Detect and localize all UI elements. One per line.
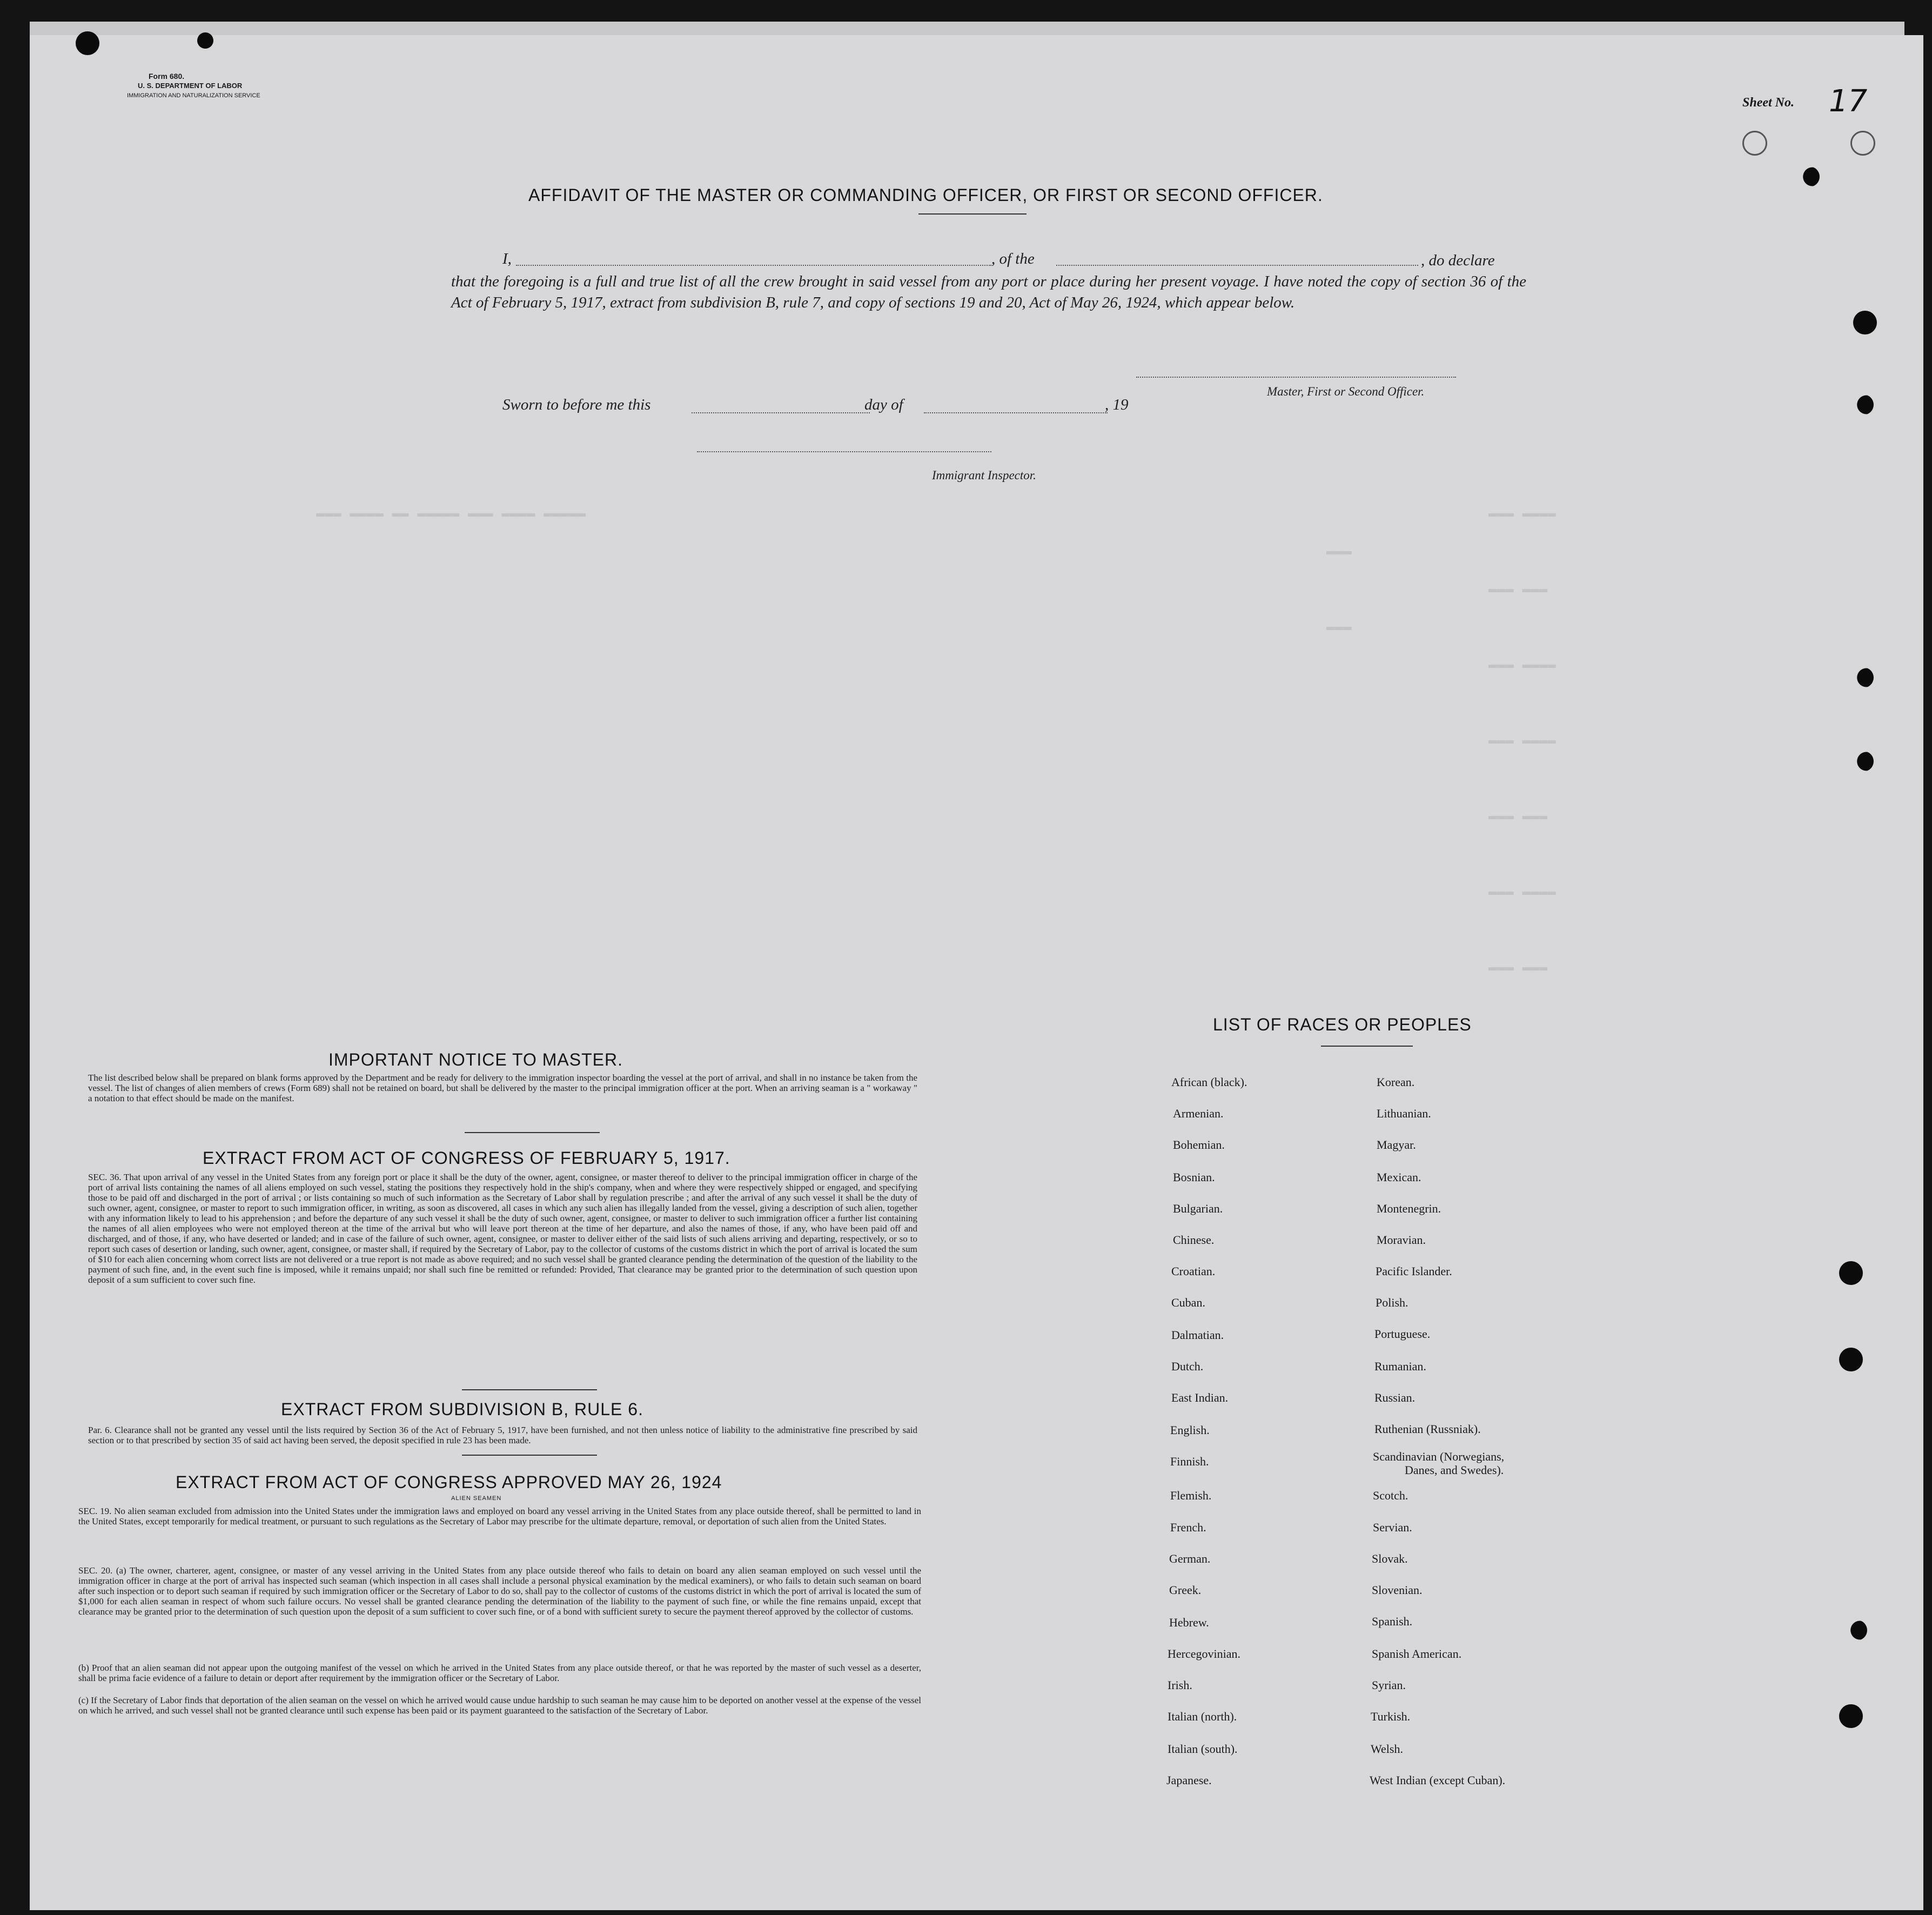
day-of-label: day of <box>864 396 903 413</box>
punch-hole <box>1853 667 1874 688</box>
extract-1917-title: EXTRACT FROM ACT OF CONGRESS OF FEBRUARY 5, 1917. <box>203 1148 730 1168</box>
extract-1924-title: EXTRACT FROM ACT OF CONGRESS APPROVED MAY 26, 1924 <box>176 1472 722 1492</box>
master-signature-label: Master, First or Second Officer. <box>1267 385 1425 398</box>
race-item: Cuban. <box>1171 1296 1205 1309</box>
rule6-title: EXTRACT FROM SUBDIVISION B, RULE 6. <box>281 1400 643 1419</box>
punch-hole <box>1839 1704 1863 1728</box>
race-item: Turkish. <box>1371 1710 1411 1723</box>
punch-hole <box>1799 166 1820 187</box>
race-item: Mexican. <box>1377 1170 1421 1184</box>
race-item: Syrian. <box>1372 1678 1406 1692</box>
sworn-label: Sworn to before me this <box>502 396 651 413</box>
race-item: Spanish American. <box>1372 1647 1462 1660</box>
race-item: Spanish. <box>1372 1615 1413 1628</box>
race-item: Dutch. <box>1171 1360 1204 1373</box>
race-item: Italian (north). <box>1168 1710 1237 1723</box>
race-item: Armenian. <box>1173 1107 1224 1120</box>
race-item: Hercegovinian. <box>1168 1647 1240 1660</box>
rule6-rule <box>462 1455 597 1456</box>
affidavit-of-the: , of the <box>991 250 1035 267</box>
race-item: Japanese. <box>1166 1773 1212 1787</box>
race-item: Slovenian. <box>1372 1583 1423 1597</box>
punch-hole <box>197 32 213 49</box>
race-item: Servian. <box>1373 1521 1412 1534</box>
extract-1917-rule <box>462 1389 597 1390</box>
punch-hole <box>1839 1261 1863 1285</box>
punch-hole <box>1853 394 1874 415</box>
affidavit-i: I, <box>502 250 512 267</box>
master-signature-line <box>1136 377 1456 378</box>
month-blank <box>924 412 1108 413</box>
day-blank <box>692 412 870 413</box>
sheet-label: Sheet No. <box>1742 96 1794 110</box>
affidavit-body: that the foregoing is a full and true list of all the crew brought in said vessel from any port or place during her present voyage. I have noted the copy of section 36 of the Act of February 5, 1917, extract from subdivision B, rule 7, and copy of sections 19 and 20, Act of May 26, 1924, which appear below. <box>451 273 1526 311</box>
inspector-signature-line <box>697 451 991 452</box>
race-item: Korean. <box>1377 1075 1415 1089</box>
sec20a-body: SEC. 20. (a) The owner, charterer, agent, consignee, or master of any vessel arriving in the United States from any place outside thereof who fails to detain on board any alien seaman employed on such vessel until the immigration officer in charge at the port of arrival has inspected such seaman (which inspection in all cases shall include a personal physical examination by the medical examiners), or who fails to detain such seaman on board after such inspection or to deport such seaman if required by such immigration officer or the Secretary of Labor to do so, shall pay to the collector of customs of the customs district in which the port of arrival is located the sum of $1,000 for each alien seaman in respect of whom such failure occurs. No vessel shall be granted clearance pending the determination of the liability to the payment of such fine, or while the fine remains unpaid, except that clearance may be granted prior to the determination of such question upon the deposit of a sum sufficient to cover such fine, or of a bond with sufficient surety to secure the payment thereof approved by the collector of customs. <box>78 1565 921 1617</box>
notice-body: The list described below shall be prepared on blank forms approved by the Department and be ready for delivery to the immigration inspector boarding the vessel at the port of arrival, and shall in no instance be taken from the vessel. The list of changes of alien members of crews (Form 689) shall not be retained on board, but shall be delivered by the master to the principal immigration officer at the port. When an arriving seaman is a " workaway " a notation to that effect should be made on the manifest. <box>88 1073 917 1103</box>
race-item: African (black). <box>1171 1075 1247 1089</box>
race-item: Hebrew. <box>1169 1616 1209 1629</box>
race-item: Croatian. <box>1171 1264 1216 1278</box>
punch-hole <box>76 31 99 55</box>
race-item: Bulgarian. <box>1173 1202 1223 1215</box>
sec19-body: SEC. 19. No alien seaman excluded from admission into the United States under the immigration laws and employed on board any vessel arriving in the United States from any place outside thereof, shall be permitted to land in the United States, except temporarily for medical treatment, or pursuant to such regulations as the Secretary of Labor may prescribe for the ultimate departure, removal, or deportation of such alien from the United States. <box>78 1506 921 1526</box>
extract-1924-subtitle: ALIEN SEAMEN <box>451 1495 502 1502</box>
title-rule <box>918 213 1027 215</box>
race-item: English. <box>1170 1423 1210 1437</box>
race-item: Irish. <box>1168 1678 1192 1692</box>
race-item: Bohemian. <box>1173 1138 1225 1151</box>
form-number: Form 680. <box>149 72 185 81</box>
document-page: ▬▬▬ ▬▬▬▬ ▬▬ ▬▬▬▬▬ ▬▬▬ ▬▬▬▬ ▬▬▬▬▬ ▬▬▬ ▬▬▬▬ ▬▬▬ ▬▬▬ ▬▬▬ ▬▬▬ ▬▬▬ ▬▬▬▬ ▬▬▬ ▬▬▬▬ ▬▬▬ ▬▬▬ ▬▬▬ ▬▬▬▬ ▬▬▬ ▬▬▬ Form 680. U. S. DEPARTMENT OF LABOR IMMIGRATION AND NATURALIZATION SERVICE Sheet No. 17 AFFIDAVIT OF THE MASTER OR COMMANDING OFFICER, OR FIRST OR SECOND OFFICER. I, , of the , do declare that the foregoing is a full and true list of all the crew brought in said vessel from any port or place during her present voyage. I have noted the copy of section 36 of the Act of February 5, 1917, extract from subdivision B, rule 7, and copy of sections 19 and 20, Act of May 26, 1924, which appear below. Master, First or Second Officer. Sworn to before me this day of , 19 Immigrant Inspector. IMPORTANT NOTICE TO MASTER. The list described below shall be prepared on blank forms approved by the Department and be ready for delivery to the immigration inspector boarding the vessel at the port of arrival, and shall in no instance be taken from the vessel. The list of changes of alien members of crews (Form 689) shall not be retained on board, but shall be delivered by the master to the principal immigration officer at the port. When an arriving seaman is a " workaway " a notation to that effect should be made on the manifest. EXTRACT FROM ACT OF CONGRESS OF FEBRUARY 5, 1917. SEC. 36. That upon arrival of any vessel in the United States from any foreign port or place it shall be the duty of the owner, agent, consignee, or master thereof to deliver to the principal immigration officer in charge of the port of arrival lists containing the names of all aliens employed on such vessel, stating the positions they respectively hold in the ship's company, when and where they were respectively shipped or engaged, and specifying those to be paid off and discharged in the port of arrival ; or lists containing so much of such information as the Secretary of Labor shall by regulation prescribe ; and after the arrival of any such vessel it shall be the duty of such owner, agent, consignee, or master to report to such immigration officer, in writing, as soon as discovered, all cases in which any such alien has illegally landed from the vessel, giving a description of such alien, together with any information likely to lead to his apprehension ; and before the departure of any such vessel it shall be the duty of such owner, agent, consignee, or master to deliver to such immigration officer a further list containing the names of all alien employees who were not employed thereon at the time of the arrival but who will leave port thereon at the time of her departure, and also the names of those, if any, who have been paid off and discharged, and of those, if any, who have deserted or landed; and in case of the failure of such owner, agent, consignee, or master to deliver either of the said lists of such aliens arriving and departing, respectively, or so to report such cases of desertion or landing, such owner, agent, consignee, or master shall, if required by the Secretary of Labor, pay to the collector of customs of the customs district in which the port of arrival is located the sum of $10 for each alien concerning whom correct lists are not delivered or a true report is not made as above required; and no such vessel shall be granted clearance pending the determination of the question of the liability to the payment of such fine, and, in the event such fine is imposed, while it remains unpaid; nor shall such fine be remitted or refunded: Provided, That clearance may be granted prior to the determination of such question upon deposit of a sum sufficient to cover such fine. EXTRACT FROM SUBDIVISION B, RULE 6. Par. 6. Clearance shall not be granted any vessel until the lists required by Section 36 of the Act of February 5, 1917, have been furnished, and not then unless notice of liability to the administrative fine prescribed by said section or to that prescribed by section 35 of said act having been served, the deposit specified in rule 23 has been made. EXTRACT FROM ACT OF CONGRESS APPROVED MAY 26, 1924 ALIEN SEAMEN SEC. 19. No alien seaman excluded from admission into the United States under the immigration laws and employed on board any vessel arriving in the United States from any place outside thereof, shall be permitted to land in the United States, except temporarily for medical treatment, or pursuant to such regulations as the Secretary of Labor may prescribe for the ultimate departure, removal, or deportation of such alien from the United States. SEC. 20. (a) The owner, charterer, agent, consignee, or master of any vessel arriving in the United States from any place outside thereof who fails to detain on board any alien seaman employed on such vessel until the immigration officer in charge at the port of arrival has inspected such seaman (which inspection in all cases shall include a personal physical examination by the medical examiners), or who fails to detain such seaman on board after such inspection or to deport such seaman if required by such immigration officer or the Secretary of Labor to do so, shall pay to the collector of customs of the customs district in which the port of arrival is located the sum of $1,000 for each alien seaman in respect of whom such failure occurs. No vessel shall be granted clearance pending the determination of the liability to the payment of such fine, or while the fine remains unpaid, except that clearance may be granted prior to the determination of such question upon the deposit of a sum sufficient to cover such fine, or of a bond with sufficient surety to secure the payment thereof approved by the collector of customs. (b) Proof that an alien seaman did not appear upon the outgoing manifest of the vessel on which he arrived in the United States from any place outside thereof, or that he was reported by the master of such vessel as a deserter, shall be prima facie evidence of a failure to detain or deport after requirement by the immigration officer or the Secretary of Labor. (c) If the Secretary of Labor finds that deportation of the alien seaman on the vessel on which he arrived would cause undue hardship to such seaman he may cause him to be deported on another vessel at the expense of the vessel on which he arrived, and such vessel shall not be granted clearance until such expense has been paid or its payment guaranteed to the satisfaction of the Secretary of Labor. LIST OF RACES OR PEOPLES African (black). Armenian. Bohemian. Bosnian. Bulgarian. Chinese. Croatian. Cuban. Dalmatian. Dutch. East Indian. English. Finnish. Flemish. French. German. Greek. Hebrew. Hercegovinian. Irish. Italian (north). Italian (south). Japanese. Korean. Lithuanian. Magyar. Mexican. Montenegrin. Moravian. Pacific Islander. Polish. Portuguese. Rumanian. Russian. Ruthenian (Russniak). Scandinavian (Norwegians, Danes, and Swedes). Scotch. Servian. Slovak. Slovenian. Spanish. Spanish American. Syrian. Turkish. Welsh. West Indian (except Cuban). <box>30 35 1923 1910</box>
race-item: Dalmatian. <box>1171 1328 1224 1342</box>
race-item: West Indian (except Cuban). <box>1370 1773 1506 1787</box>
vessel-blank <box>1056 265 1418 266</box>
race-item: Moravian. <box>1377 1233 1426 1247</box>
punch-hole <box>1853 751 1874 772</box>
page-top-edge <box>30 22 1904 37</box>
race-item: Scandinavian (Norwegians, <box>1373 1450 1505 1463</box>
affidavit-title: AFFIDAVIT OF THE MASTER OR COMMANDING OFFICER, OR FIRST OR SECOND OFFICER. <box>528 185 1323 205</box>
race-item: Finnish. <box>1170 1455 1209 1468</box>
race-item: Russian. <box>1374 1391 1416 1404</box>
inspector-label: Immigrant Inspector. <box>932 468 1036 482</box>
rule6-body: Par. 6. Clearance shall not be granted any vessel until the lists required by Section 36 of the Act of February 5, 1917, have been furnished, and not then unless notice of liability to the administrative fine prescribed by said section or to that prescribed by section 35 of said act having been served, the deposit specified in rule 23 has been made. <box>88 1425 917 1445</box>
race-item: Italian (south). <box>1168 1742 1238 1756</box>
service-name: IMMIGRATION AND NATURALIZATION SERVICE <box>127 92 260 99</box>
race-item-continuation: Danes, and Swedes). <box>1405 1463 1504 1477</box>
race-item: Montenegrin. <box>1377 1202 1441 1215</box>
race-item: Chinese. <box>1173 1233 1215 1247</box>
race-item: Greek. <box>1169 1583 1202 1597</box>
punch-hole <box>1847 1620 1867 1641</box>
department-name: U. S. DEPARTMENT OF LABOR <box>138 82 243 90</box>
race-item: Flemish. <box>1170 1489 1212 1502</box>
race-item: Bosnian. <box>1173 1170 1215 1184</box>
sheet-number: 17 <box>1829 84 1868 119</box>
race-item: Ruthenian (Russniak). <box>1374 1422 1481 1436</box>
affidavit-declare: , do declare <box>1421 252 1495 269</box>
race-item: Polish. <box>1376 1296 1408 1309</box>
race-item: Pacific Islander. <box>1376 1264 1452 1278</box>
race-item: Portuguese. <box>1374 1327 1431 1341</box>
race-item: French. <box>1170 1521 1206 1534</box>
notice-rule <box>465 1132 600 1133</box>
race-item: Slovak. <box>1372 1552 1408 1565</box>
race-item: Rumanian. <box>1374 1360 1426 1373</box>
race-item: Scotch. <box>1373 1489 1408 1502</box>
extract-1917-body: SEC. 36. That upon arrival of any vessel in the United States from any foreign port or place it shall be the duty of the owner, agent, consignee, or master thereof to deliver to the principal immigration officer in charge of the port of arrival lists containing the names of all aliens employed on such vessel, stating the positions they respectively hold in the ship's company, when and where they were respectively shipped or engaged, and specifying those to be paid off and discharged in the port of arrival ; or lists containing so much of such information as the Secretary of Labor shall by regulation prescribe ; and after the arrival of any such vessel it shall be the duty of such owner, agent, consignee, or master to report to such immigration officer, in writing, as soon as discovered, all cases in which any such alien has illegally landed from the vessel, giving a description of such alien, together with any information likely to lead to his apprehension ; and before the departure of any such vessel it shall be the duty of such owner, agent, consignee, or master to deliver to such immigration officer a further list containing the names of all alien employees who were not employed thereon at the time of the arrival but who will leave port thereon at the time of her departure, and also the names of those, if any, who have been paid off and discharged, and of those, if any, who have deserted or landed; and in case of the failure of such owner, agent, consignee, or master to deliver either of the said lists of such aliens arriving and departing, respectively, or so to report such cases of desertion or landing, such owner, agent, consignee, or master shall, if required by the Secretary of Labor, pay to the collector of customs of the customs district in which the port of arrival is located the sum of $10 for each alien concerning whom correct lists are not delivered or a true report is not made as above required; and no such vessel shall be granted clearance pending the determination of the question of the liability to the payment of such fine, and, in the event such fine is imposed, while it remains unpaid; nor shall such fine be remitted or refunded: Provided, That clearance may be granted prior to the determination of such question upon deposit of a sum sufficient to cover such fine. <box>88 1172 917 1285</box>
races-title: LIST OF RACES OR PEOPLES <box>1213 1015 1472 1034</box>
race-item: German. <box>1169 1552 1211 1565</box>
punch-hole <box>1853 311 1877 334</box>
name-blank <box>516 265 991 266</box>
race-item: Welsh. <box>1371 1742 1403 1756</box>
sec20c-body: (c) If the Secretary of Labor finds that deportation of the alien seaman on the vessel on which he arrived would cause undue hardship to such seaman he may cause him to be deported on another vessel at the expense of the vessel on which he arrived, and such vessel shall not be granted clearance until such expense has been paid or its payment guaranteed to the satisfaction of the Secretary of Labor. <box>78 1695 921 1716</box>
sec20b-body: (b) Proof that an alien seaman did not appear upon the outgoing manifest of the vessel on which he arrived in the United States from any place outside thereof, or that he was reported by the master of such vessel as a deserter, shall be prima facie evidence of a failure to detain or deport after requirement by the immigration officer or the Secretary of Labor. <box>78 1663 921 1683</box>
punch-hole-ring <box>1850 131 1875 156</box>
punch-hole <box>1839 1348 1863 1371</box>
race-item: East Indian. <box>1171 1391 1229 1404</box>
race-item: Lithuanian. <box>1377 1107 1431 1120</box>
punch-hole-ring <box>1742 131 1767 156</box>
year-label: , 19 <box>1105 396 1129 413</box>
race-item: Magyar. <box>1377 1138 1416 1151</box>
races-rule <box>1321 1046 1413 1047</box>
notice-title: IMPORTANT NOTICE TO MASTER. <box>328 1050 623 1069</box>
